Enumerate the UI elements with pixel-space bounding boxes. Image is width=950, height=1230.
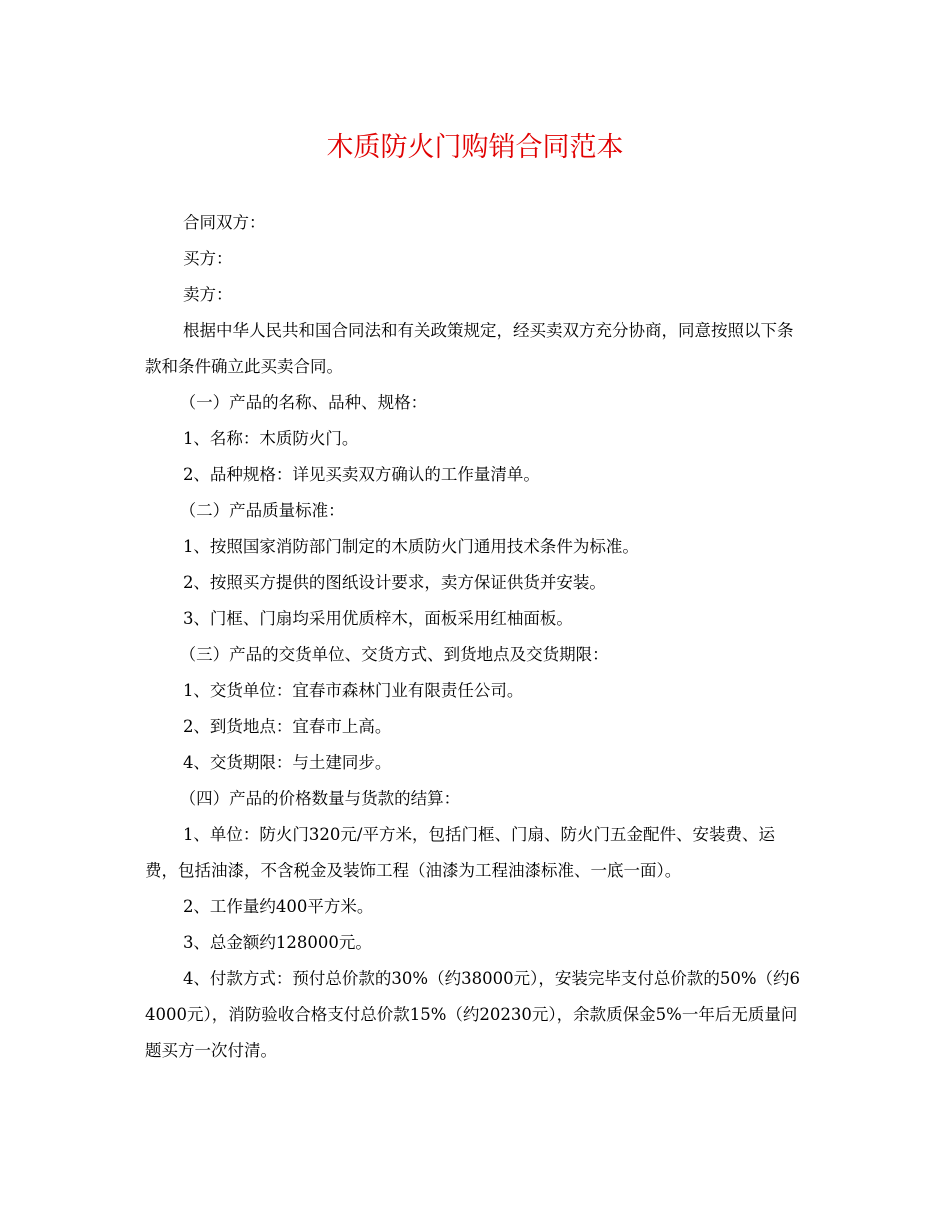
section-heading-1: （一）产品的名称、品种、规格： (179, 393, 428, 412)
clause-2-3: 3、门框、门扇均采用优质梓木，面板采用红柚面板。 (182, 609, 573, 628)
clause-4-4: 4、付款方式：预付总价款的30%（约38000元），安装完毕支付总价款的50%（约64000元），消防验收合格支付总价款15%（约20230元），余款质保金5%一年后无质量问题买方一次付清。 (145, 969, 801, 1060)
paragraph-parties: 合同双方： (182, 213, 266, 232)
clause-1-1: 1、名称：木质防火门。 (182, 429, 359, 448)
clause-2-1: 1、按照国家消防部门制定的木质防火门通用技术条件为标准。 (182, 537, 639, 556)
clause-3-4: 4、交货期限：与土建同步。 (182, 753, 392, 772)
clause-3-1: 1、交货单位：宜春市森林门业有限责任公司。 (182, 681, 524, 700)
section-heading-3: （三）产品的交货单位、交货方式、到货地点及交货期限： (179, 645, 609, 664)
clause-2-2: 2、按照买方提供的图纸设计要求，卖方保证供货并安装。 (182, 573, 606, 592)
document-title: 木质防火门购销合同范本 (326, 132, 624, 163)
clause-3-2: 2、到货地点：宜春市上高。 (182, 717, 392, 736)
paragraph-buyer: 买方： (182, 249, 233, 268)
section-heading-4: （四）产品的价格数量与货款的结算： (179, 789, 461, 808)
clause-4-3: 3、总金额约128000元。 (182, 933, 372, 952)
clause-4-2: 2、工作量约400平方米。 (182, 897, 374, 916)
clause-1-2: 2、品种规格：详见买卖双方确认的工作量清单。 (182, 465, 540, 484)
paragraph-preamble: 根据中华人民共和国合同法和有关政策规定，经买卖双方充分协商，同意按照以下条款和条件确立此买卖合同。 (145, 321, 794, 376)
clause-4-1: 1、单位：防火门320元/平方米，包括门框、门扇、防火门五金配件、安装费、运费，包括油漆，不含税金及装饰工程（油漆为工程油漆标准、一底一面）。 (145, 825, 775, 880)
section-heading-2: （二）产品质量标准： (179, 501, 345, 520)
document-body (145, 205, 805, 1069)
paragraph-seller: 卖方： (182, 285, 233, 304)
